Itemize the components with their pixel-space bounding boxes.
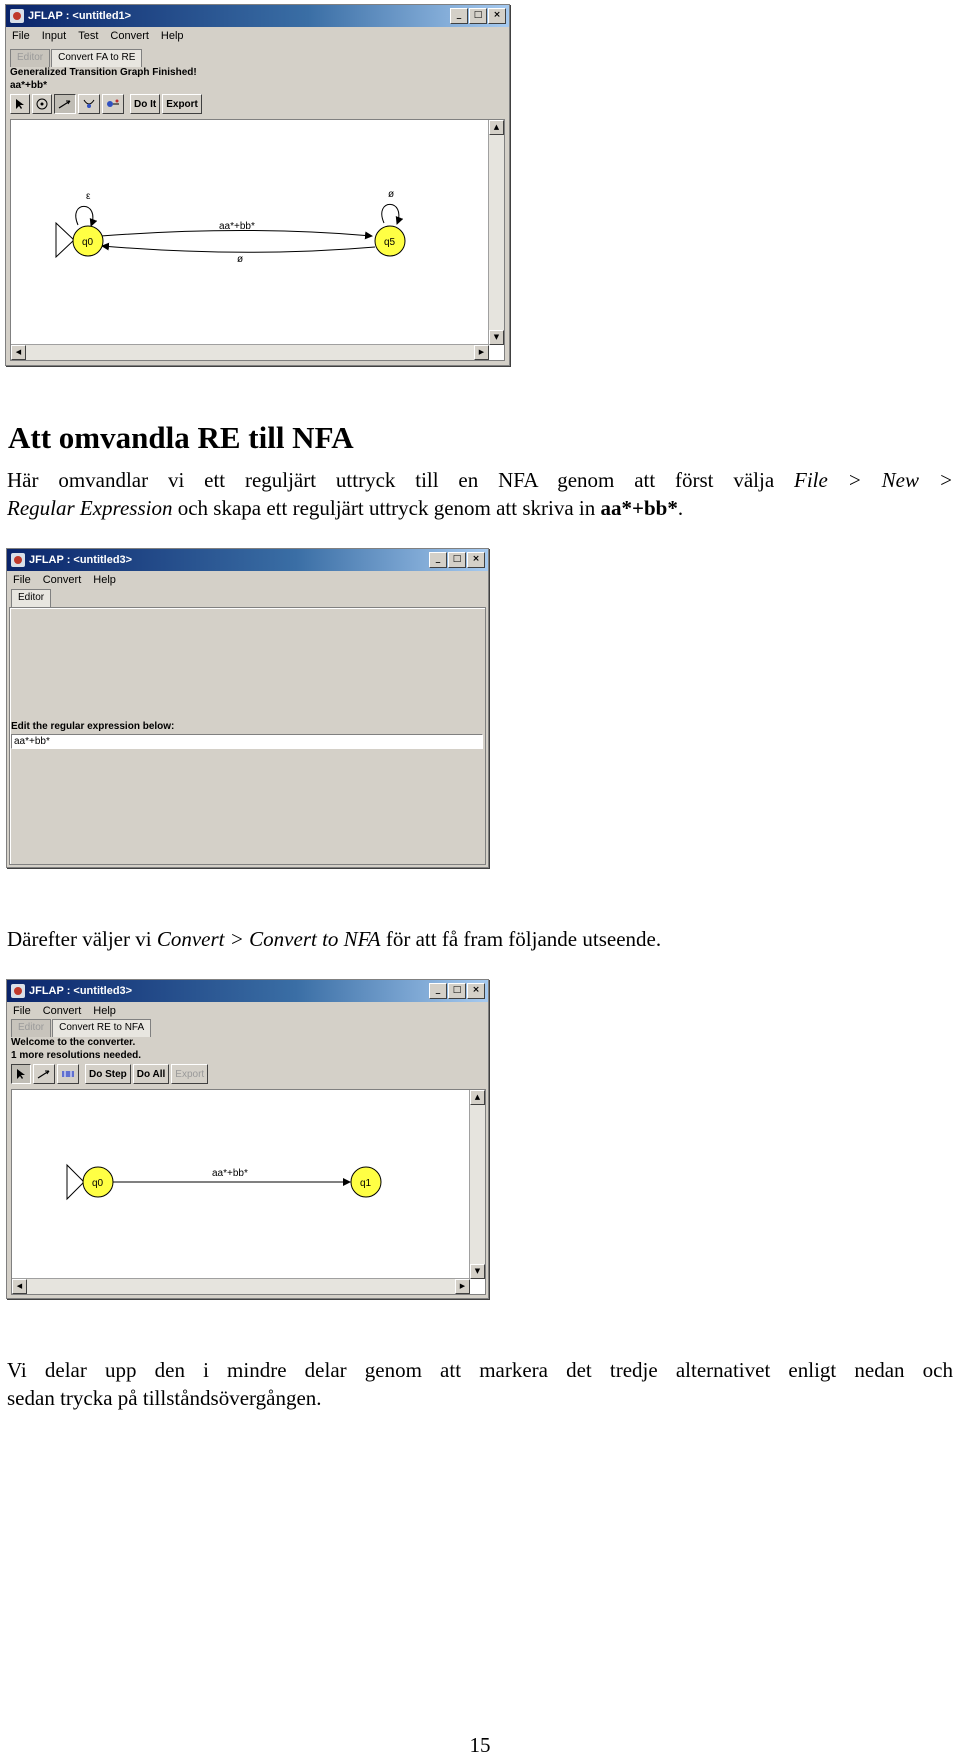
close-icon[interactable]: ×	[467, 983, 485, 999]
tab-editor[interactable]: Editor	[11, 1019, 51, 1037]
minimize-icon[interactable]: _	[450, 8, 468, 24]
scroll-down-icon[interactable]: ▼	[470, 1264, 485, 1279]
window-titlebar[interactable]	[7, 549, 488, 571]
jflap-app-icon	[11, 553, 25, 567]
scroll-right-icon[interactable]: ▶	[474, 345, 489, 360]
tab-editor[interactable]: Editor	[10, 49, 50, 67]
state-creator-tool[interactable]	[32, 94, 52, 114]
maximize-icon[interactable]: □	[448, 983, 466, 999]
automaton-canvas[interactable]	[10, 119, 505, 361]
window-title: JFLAP : <untitled1>	[28, 10, 132, 22]
edge-label: aa*+bb*	[212, 1168, 248, 1179]
gtg-diagram	[11, 120, 489, 345]
menu-bar	[7, 571, 488, 591]
paragraph-1-line-2	[7, 494, 953, 522]
horizontal-scrollbar[interactable]	[11, 344, 489, 360]
arrow-pointer-icon	[14, 98, 26, 110]
state-q0-label: q0	[92, 1178, 104, 1189]
edge-q5-q0	[102, 246, 375, 252]
arrow-pointer-icon	[15, 1068, 27, 1080]
tab-convert-fa-to-re[interactable]: Convert FA to RE	[51, 49, 142, 67]
result-expression: aa*+bb*	[10, 80, 47, 91]
jflap-window-re-to-nfa	[6, 979, 489, 1299]
export-button[interactable]: Export	[162, 94, 202, 114]
status-resolutions: 1 more resolutions needed.	[11, 1050, 142, 1061]
state-q0-label: q0	[82, 237, 94, 248]
paragraph-1-text-a: Här omvandlar vi ett reguljärt uttryck till en NFA genom att först välja	[7, 468, 794, 492]
expression-bold: aa*+bb*	[600, 496, 678, 520]
tab-convert-re-to-nfa[interactable]: Convert RE to NFA	[52, 1019, 151, 1037]
nfa-diagram	[12, 1090, 470, 1279]
state-circle-icon	[36, 98, 48, 110]
jflap-window-re-editor	[6, 548, 489, 868]
menu-file[interactable]: File	[13, 1005, 31, 1017]
status-message: Welcome to the converter.	[11, 1037, 136, 1048]
tab-strip	[11, 1019, 152, 1037]
menu-help[interactable]: Help	[93, 1005, 116, 1017]
paragraph-2-text-b: för att få fram följande utseende.	[380, 927, 662, 951]
paragraph-1-text-end: .	[677, 496, 684, 520]
edge-back-label: ø	[237, 254, 244, 265]
expression-split-icon	[61, 1068, 75, 1080]
window-title: JFLAP : <untitled3>	[29, 554, 133, 566]
menu-path-convert-to-nfa: Convert > Convert to NFA	[156, 927, 381, 951]
edge-forward-label: aa*+bb*	[219, 221, 255, 232]
close-icon[interactable]: ×	[467, 552, 485, 568]
paragraph-2-text-a: Därefter väljer vi	[7, 927, 157, 951]
tab-strip	[11, 589, 52, 607]
de-expressionify-tool[interactable]	[57, 1064, 79, 1084]
do-all-button[interactable]: Do All	[133, 1064, 170, 1084]
export-button[interactable]: Export	[171, 1064, 208, 1084]
scroll-left-icon[interactable]: ◀	[11, 345, 26, 360]
paragraph-3-line-2: sedan trycka på tillståndsövergången.	[7, 1386, 322, 1410]
paragraph-1-text-b: och skapa ett reguljärt uttryck genom att skriva in	[172, 496, 601, 520]
scroll-up-icon[interactable]: ▲	[489, 120, 504, 135]
paragraph-2	[7, 925, 953, 953]
status-message: Generalized Transition Graph Finished!	[10, 67, 197, 78]
window-titlebar[interactable]	[7, 980, 488, 1002]
scroll-right-icon[interactable]: ▶	[455, 1279, 470, 1294]
state-q5-label: q5	[384, 237, 396, 248]
loop-q0	[76, 206, 93, 226]
section-heading: Att omvandla RE till NFA	[8, 420, 354, 455]
start-state-marker	[56, 223, 74, 257]
loop-q5	[382, 204, 399, 224]
menu-convert[interactable]: Convert	[42, 574, 82, 586]
menu-test[interactable]: Test	[78, 30, 99, 42]
start-state-marker	[67, 1165, 84, 1199]
scroll-left-icon[interactable]: ◀	[12, 1279, 27, 1294]
tab-strip	[10, 49, 143, 67]
menu-file[interactable]: File	[13, 574, 31, 586]
minimize-icon[interactable]: _	[429, 552, 447, 568]
collapse-icon	[82, 98, 96, 110]
maximize-icon[interactable]: □	[469, 8, 487, 24]
jflap-app-icon	[11, 984, 25, 998]
transition-arrow-icon	[58, 98, 72, 110]
close-icon[interactable]: ×	[488, 8, 506, 24]
window-titlebar[interactable]	[6, 5, 509, 27]
horizontal-scrollbar[interactable]	[12, 1278, 470, 1294]
menu-help[interactable]: Help	[93, 574, 116, 586]
attribute-editor-tool[interactable]	[10, 94, 30, 114]
menu-file[interactable]: File	[12, 30, 30, 42]
vertical-scrollbar[interactable]	[488, 120, 504, 345]
toolbar	[10, 94, 202, 114]
menu-convert[interactable]: Convert	[110, 30, 149, 42]
menu-input[interactable]: Input	[41, 30, 67, 42]
scroll-down-icon[interactable]: ▼	[489, 330, 504, 345]
collapse-transitions-tool[interactable]	[78, 94, 100, 114]
do-step-button[interactable]: Do Step	[85, 1064, 131, 1084]
transition-arrow-icon	[37, 1068, 51, 1080]
maximize-icon[interactable]: □	[448, 552, 466, 568]
toolbar	[11, 1064, 208, 1084]
menu-help[interactable]: Help	[160, 30, 184, 42]
transition-creator-tool[interactable]	[54, 94, 76, 114]
menu-bar	[6, 27, 509, 47]
page-number: 15	[469, 1733, 491, 1757]
regex-prompt: Edit the regular expression below:	[11, 721, 175, 732]
tab-editor[interactable]: Editor	[11, 589, 51, 607]
automaton-canvas[interactable]	[11, 1089, 486, 1295]
state-q1-label: q1	[360, 1178, 372, 1189]
loop-q5-label: ø	[388, 189, 395, 200]
transition-creator-tool[interactable]	[33, 1064, 55, 1084]
minimize-icon[interactable]: _	[429, 983, 447, 999]
state-collapser-tool[interactable]	[102, 94, 124, 114]
paragraph-1-line-1	[7, 466, 953, 494]
regex-input[interactable]: aa*+bb*	[11, 734, 483, 749]
loop-q0-label: ε	[86, 191, 91, 202]
jflap-window-convert-fa	[5, 4, 510, 366]
window-title: JFLAP : <untitled3>	[29, 985, 133, 997]
vertical-scrollbar[interactable]	[469, 1090, 485, 1279]
menu-path-file-new: File > New >	[794, 468, 954, 492]
scroll-up-icon[interactable]: ▲	[470, 1090, 485, 1105]
attribute-editor-tool[interactable]	[11, 1064, 31, 1084]
menu-item-regular-expression: Regular Expression	[7, 496, 173, 520]
state-collapse-icon	[106, 98, 120, 110]
do-it-button[interactable]: Do It	[130, 94, 160, 114]
paragraph-3-line-1: Vi delar upp den i mindre delar genom att markera det tredje alternativet enligt nedan och	[7, 1358, 953, 1382]
jflap-app-icon	[10, 9, 24, 23]
menu-convert[interactable]: Convert	[42, 1005, 82, 1017]
